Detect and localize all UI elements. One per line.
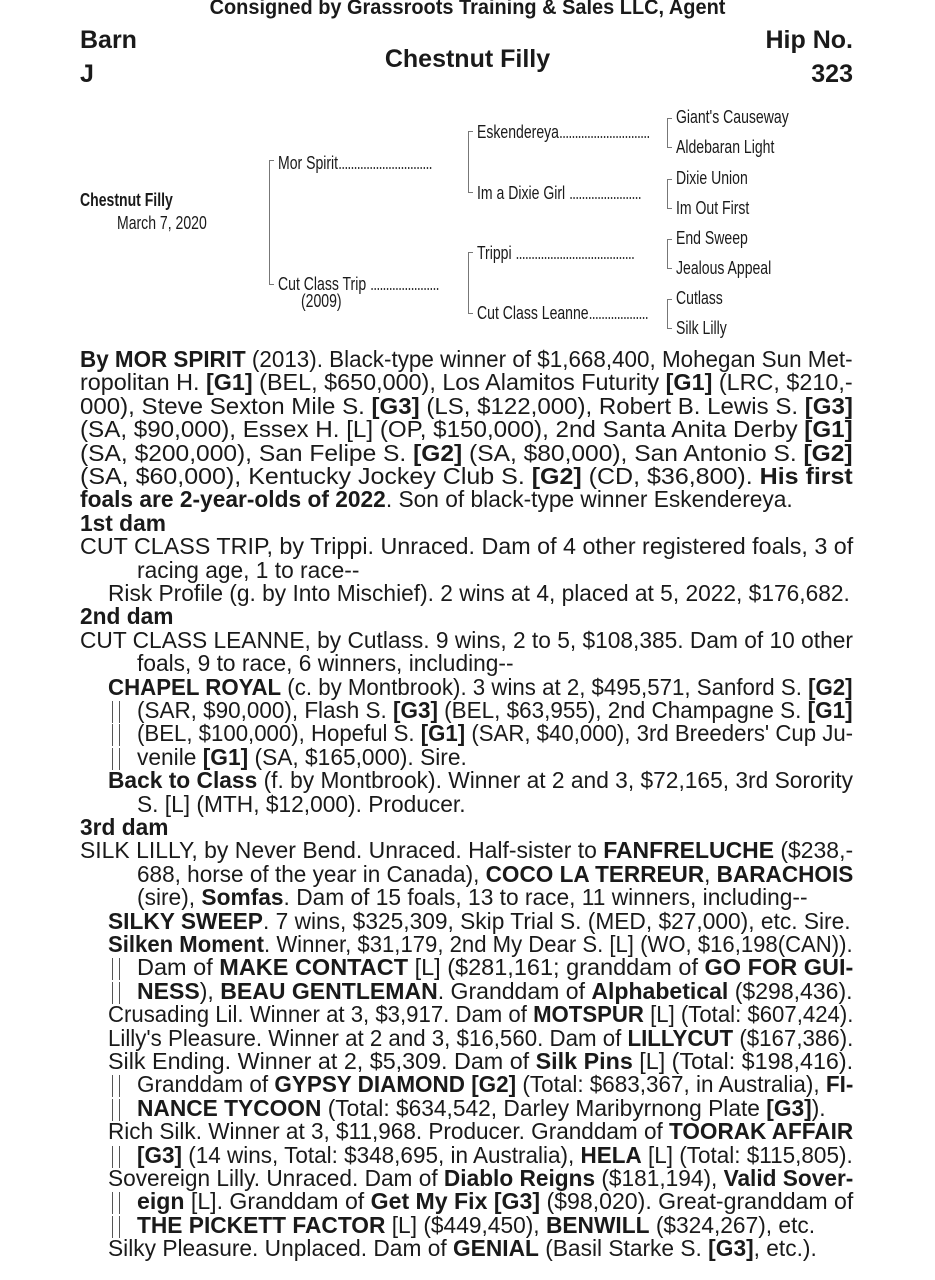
bold-text: BARACHOIS	[716, 860, 854, 887]
bold-text: [G1]	[804, 416, 853, 443]
ancestor-g3: Giant's Causeway	[676, 107, 789, 127]
text: . Son of black-type winner Eskendereya.	[385, 486, 793, 513]
text: [L] (Total: $198,416).	[632, 1048, 854, 1074]
text-line	[137, 954, 854, 981]
text: (2013). Black-type winner of $1,668,400, Mohegan Sun Met-	[245, 346, 853, 372]
text-line	[80, 348, 873, 371]
text: CUT CLASS TRIP, by Trippi. Unraced. Dam of 4 other registered foals, 3 of	[80, 533, 854, 560]
dam: Cut Class Trip ......................	[278, 274, 439, 294]
ancestor-g3: Jealous Appeal	[676, 258, 772, 278]
text-line	[80, 416, 853, 443]
text: Dam of	[137, 954, 220, 981]
text-line	[137, 652, 518, 675]
bracket	[667, 299, 668, 329]
text: Risk Profile (g. by Into Mischief). 2 wins at 4, placed at 5, 2022, $176,682.	[108, 580, 850, 606]
bold-text: FI-	[825, 1071, 854, 1098]
text: 000), Steve Sexton Mile S.	[80, 392, 372, 419]
text: (SA, $60,000), Kentucky Jockey Club S.	[80, 463, 532, 489]
text-line	[80, 488, 801, 511]
text: (SA, $200,000), San Felipe S.	[80, 439, 414, 466]
bold-text: Valid Sover-	[723, 1165, 854, 1191]
text: (SA, $90,000), Essex H. [L] (OP, $150,000), 2nd Santa Anita Derby	[80, 416, 805, 443]
indent-bar	[119, 1192, 120, 1214]
bold-text: NANCE TYCOON	[137, 1094, 322, 1121]
text: . Granddam of	[437, 977, 592, 1004]
bold-text: GENIAL	[452, 1235, 539, 1262]
text: (BEL, $63,955), 2nd Champagne S.	[437, 697, 808, 723]
indent-bar	[119, 701, 120, 723]
bold-text: [G2]	[803, 439, 853, 466]
bold-text: [G1]	[665, 369, 713, 396]
ancestor-g3: Cutlass	[676, 288, 723, 308]
text: (Total: $683,367, in Australia),	[516, 1071, 826, 1098]
sire-dam: Im a Dixie Girl .......................	[477, 183, 641, 203]
text: ($98,020). Great-granddam of	[540, 1188, 854, 1215]
text: (LS, $122,000), Robert B. Lewis S.	[419, 392, 805, 419]
text: Silky Pleasure. Unplaced. Dam of	[108, 1235, 453, 1262]
bold-text: 1st dam	[80, 509, 166, 536]
text: Rich Silk. Winner at 3, $11,968. Producer. Granddam of	[108, 1118, 670, 1145]
text: ($238,-	[774, 837, 854, 864]
text-line	[137, 1211, 823, 1238]
bold-text: Silk Pins	[535, 1048, 633, 1074]
text-line	[80, 369, 853, 396]
bold-text: [G1]	[205, 369, 253, 396]
foaling-date: March 7, 2020	[117, 213, 207, 233]
text: (c. by Montbrook). 3 wins at 2, $495,571, Sanford S.	[281, 673, 809, 700]
text: (SAR, $90,000), Flash S.	[137, 697, 393, 723]
hip-number: 323	[811, 60, 853, 88]
text: racing age, 1 to race--	[137, 556, 360, 583]
text: (14 wins, Total: $348,695, in Australia),	[181, 1141, 581, 1168]
ancestor-g3: Silk Lilly	[676, 318, 727, 338]
bold-text: Silken Moment	[108, 931, 265, 957]
bold-text: TOORAK AFFAIR	[669, 1118, 854, 1145]
bracket	[667, 118, 668, 148]
text: 688, horse of the year in Canada),	[137, 860, 486, 887]
text: Lilly's Pleasure. Winner at 2 and 3, $16,560. Dam of	[108, 1024, 628, 1051]
bold-text: Diablo Reigns	[443, 1165, 596, 1191]
text: (SA, $80,000), San Antonio S.	[462, 439, 804, 466]
ancestor-g3: Aldebaran Light	[676, 137, 775, 157]
bracket	[269, 160, 270, 285]
text: (SAR, $40,000), 3rd Breeders' Cup Ju-	[465, 720, 854, 747]
text-line	[137, 722, 879, 745]
bold-text: MOTSPUR	[533, 1001, 644, 1028]
text-line	[108, 1167, 864, 1190]
indent-bar	[119, 958, 120, 980]
text-line	[137, 1141, 869, 1168]
bold-text: eign	[137, 1188, 185, 1215]
text-line	[137, 699, 870, 722]
text-line	[80, 533, 854, 560]
barn-value: J	[80, 60, 94, 88]
bold-text: [G2]	[531, 463, 582, 489]
text: (f. by Montbrook). Winner at 2 and 3, $72,165, 3rd Sorority	[257, 767, 854, 794]
indent-bar	[119, 724, 120, 746]
text-line	[108, 1024, 877, 1051]
consignor-line: Consigned by Grassroots Training & Sales LLC, Agent	[209, 0, 726, 19]
text-line	[108, 1048, 854, 1074]
text: ),	[199, 977, 221, 1004]
text: (BEL, $100,000), Hopeful S.	[137, 720, 421, 747]
bold-text: [G1]	[420, 720, 466, 747]
bold-text: MAKE CONTACT	[219, 954, 409, 981]
text: Granddam of	[137, 1071, 275, 1098]
page-title: Chestnut Filly	[384, 45, 551, 73]
text: (BEL, $650,000), Los Alamitos Futurity	[252, 369, 666, 396]
text-line	[80, 392, 853, 419]
section-heading	[80, 605, 175, 628]
bold-text: foals are 2-year-olds of 2022	[80, 486, 386, 513]
bold-text: THE PICKETT FACTOR	[137, 1211, 386, 1238]
text-line	[108, 582, 858, 605]
text: . Dam of 15 foals, 13 to race, 11 winners, including--	[283, 884, 808, 911]
bold-text: [G3]	[392, 697, 438, 723]
text: SILK LILLY, by Never Bend. Unraced. Half-sister to	[80, 837, 604, 864]
bold-text: HELA	[580, 1141, 642, 1168]
bold-text: Get My Fix [G3]	[370, 1188, 541, 1215]
text: ropolitan H.	[80, 369, 206, 396]
text-line	[80, 626, 862, 653]
bold-text: 3rd dam	[80, 814, 169, 840]
bold-text: [G2]	[808, 673, 853, 700]
text-line	[108, 1120, 868, 1143]
text-line	[108, 1003, 881, 1026]
bold-text: Somfas	[201, 884, 284, 911]
text-line	[137, 1188, 854, 1215]
text-line	[108, 673, 878, 700]
bold-text: CHAPEL ROYAL	[108, 673, 282, 700]
text: Crusading Lil. Winner at 3, $3,917. Dam of	[108, 1001, 534, 1028]
text: Sovereign Lilly. Unraced. Dam of	[108, 1165, 444, 1191]
bold-text: [G3]	[371, 392, 420, 419]
text: Silk Ending. Winner at 2, $5,309. Dam of	[108, 1048, 536, 1074]
text: (sire),	[137, 884, 202, 911]
text: foals, 9 to race, 6 winners, including--	[137, 650, 514, 677]
text: (SA, $165,000). Sire.	[248, 743, 467, 770]
dam-dam: Cut Class Leanne...................	[477, 303, 648, 323]
bold-text: Alphabetical	[591, 977, 729, 1004]
text-line	[80, 839, 855, 862]
text-line	[137, 977, 853, 1004]
bold-text: Back to Class	[108, 767, 258, 794]
barn-label: Barn	[80, 26, 137, 54]
text-line	[137, 1073, 870, 1096]
text: (LRC, $210,-	[712, 369, 853, 396]
bold-text: [G1]	[202, 743, 249, 770]
text: [L] (Total: $607,424).	[643, 1001, 854, 1028]
section-heading	[80, 816, 169, 839]
text-line	[108, 907, 859, 934]
bracket	[468, 252, 469, 314]
bold-text: [G3]	[766, 1094, 812, 1121]
bold-text: COCO LA TERREUR	[485, 860, 705, 887]
bracket	[667, 179, 668, 209]
text: ).	[811, 1094, 826, 1121]
bold-text: LILLYCUT	[627, 1024, 734, 1051]
text: (Total: $634,542, Darley Maribyrnong Plate	[321, 1094, 767, 1121]
ancestor-g3: Im Out First	[676, 198, 750, 218]
text-line	[108, 933, 883, 956]
pedigree-subject: Chestnut Filly	[80, 190, 173, 210]
text-line	[137, 743, 471, 770]
bracket	[667, 239, 668, 269]
indent-bar	[119, 1075, 120, 1097]
text: [L]. Granddam of	[184, 1188, 371, 1215]
text-line	[80, 463, 853, 489]
indent-bar	[112, 701, 113, 723]
ancestor-g3: Dixie Union	[676, 168, 748, 188]
bold-text: [G1]	[807, 697, 853, 723]
text-line	[80, 439, 853, 466]
bold-text: GO FOR GUI-	[704, 954, 854, 981]
bracket	[468, 131, 469, 193]
text-line	[137, 1094, 834, 1121]
bold-text: BEAU GENTLEMAN	[220, 977, 438, 1004]
sire: Mor Spirit..............................	[278, 153, 432, 173]
text: (Basil Starke S.	[538, 1235, 709, 1262]
sire-sire: Eskendereya.............................	[477, 122, 650, 142]
text: , etc.).	[753, 1235, 817, 1262]
indent-bar	[112, 1075, 113, 1097]
bold-text: His first	[759, 463, 853, 489]
section-heading	[80, 509, 167, 536]
text: CUT CLASS LEANNE, by Cutlass. 9 wins, 2 to 5, $108,385. Dam of 10 other	[80, 626, 853, 653]
ancestor-g3: End Sweep	[676, 228, 748, 248]
bold-text: [G3]	[804, 392, 853, 419]
text: ($298,436).	[728, 977, 853, 1004]
text: [L] ($281,161; granddam of	[408, 954, 705, 981]
text-line	[108, 1237, 825, 1260]
text: [L] (Total: $115,805).	[641, 1141, 853, 1168]
text-line	[137, 556, 362, 583]
bold-text: 2nd dam	[80, 603, 174, 630]
hip-label: Hip No.	[765, 26, 853, 54]
text: ($181,194),	[595, 1165, 724, 1191]
text: . Winner, $31,179, 2nd My Dear S. [L] (WO, $16,198(CAN)).	[264, 931, 853, 957]
text-line	[108, 769, 861, 792]
text-line	[137, 860, 867, 887]
text-line	[137, 886, 815, 909]
text: [L] ($449,450),	[385, 1211, 546, 1238]
dam-sire: Trippi ......................................	[477, 243, 635, 263]
text: ($324,267), etc.	[649, 1211, 816, 1238]
text: venile	[137, 743, 203, 770]
bold-text: GYPSY DIAMOND [G2]	[274, 1071, 517, 1098]
dam-year: (2009)	[301, 291, 342, 311]
text: (CD, $36,800).	[581, 463, 760, 489]
text-line	[137, 790, 469, 817]
bold-text: FANFRELUCHE	[603, 837, 775, 864]
text: ($167,386).	[733, 1024, 854, 1051]
text: . 7 wins, $325,309, Skip Trial S. (MED, $27,000), etc. Sire.	[262, 907, 851, 934]
bold-text: NESS	[137, 977, 200, 1004]
bold-text: [G3]	[137, 1141, 182, 1168]
indent-bar	[112, 724, 113, 746]
text: S. [L] (MTH, $12,000). Producer.	[137, 790, 466, 817]
indent-bar	[112, 958, 113, 980]
bold-text: BENWILL	[545, 1211, 650, 1238]
bold-text: [G3]	[708, 1235, 754, 1262]
bold-text: SILKY SWEEP	[108, 907, 263, 934]
bold-text: [G2]	[413, 439, 463, 466]
text: ,	[704, 860, 717, 887]
bold-text: By MOR SPIRIT	[80, 346, 246, 372]
indent-bar	[112, 1192, 113, 1214]
